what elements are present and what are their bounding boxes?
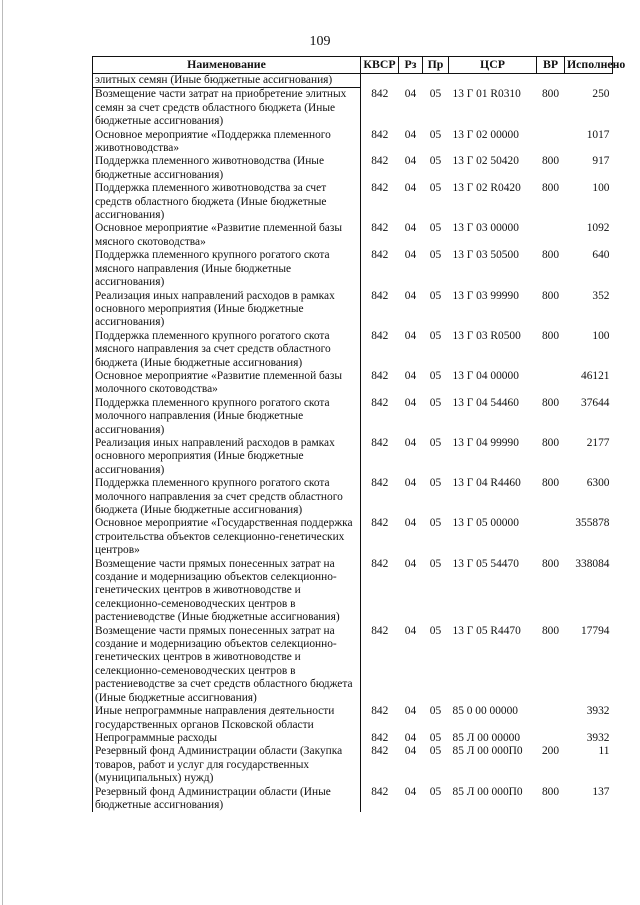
table-row [93,155,613,182]
row-name: Реализация иных направлений расходов в рамках основного мероприятия (Иные бюджетные ассигнования) [93,437,361,477]
table-row [93,477,613,517]
table-row [93,437,613,477]
row-kvsr: 842 [371,249,389,262]
row-csr: 13 Г 02 50420 [452,155,519,168]
row-executed: 6300 [586,477,610,490]
table-row [93,290,613,330]
row-kvsr: 842 [371,731,389,744]
row-pr: 05 [429,87,442,100]
row-name: Поддержка племенного животноводства за счет средств областного бюджета (Иные бюджетные ассигнования) [93,182,361,222]
row-csr: 13 Г 04 99990 [452,436,519,449]
row-csr: 13 Г 02 R0420 [452,182,521,195]
row-pr: 05 [429,329,442,342]
row-executed: 250 [592,87,610,100]
row-name: Поддержка племенного крупного рогатого скота мясного направления (Иные бюджетные ассигнования) [93,249,361,289]
row-vr: 800 [541,289,560,302]
header-csr: ЦСР [449,57,537,74]
row-vr: 800 [541,155,560,168]
row-vr [537,732,565,745]
table-row [93,705,613,732]
row-kvsr: 842 [371,436,389,449]
row-csr: 13 Г 01 R0310 [452,87,521,100]
row-executed: 100 [592,182,610,195]
row-pr: 05 [429,436,442,449]
row-vr [537,222,565,249]
row-vr: 800 [541,329,560,342]
table-row [93,517,613,557]
row-vr: 800 [541,396,560,409]
row-executed: 11 [598,745,610,758]
row-csr: 13 Г 03 R0500 [452,329,521,342]
row-rz: 04 [404,785,417,798]
table-row [93,330,613,370]
table-row [93,249,613,289]
row-kvsr: 842 [371,329,389,342]
table-row-continuation [93,74,613,88]
row-csr: 13 Г 04 00000 [452,369,519,382]
row-kvsr: 842 [371,222,389,235]
row-csr: 85 Л 00 00000 [452,731,521,744]
row-executed: 1092 [586,222,610,235]
table-row [93,625,613,705]
row-csr: 85 Л 00 000П0 [452,745,523,758]
row-csr: 13 Г 02 00000 [452,128,519,141]
row-rz: 04 [404,396,417,409]
row-name: Иные непрограммные направления деятельности государственных органов Псковской области [93,705,361,732]
row-name: Основное мероприятие «Государственная поддержка строительства объектов селекционно-генетических центров» [93,517,361,557]
row-pr: 05 [429,731,442,744]
row-pr: 05 [429,249,442,262]
row-rz: 04 [404,369,417,382]
row-pr: 05 [429,396,442,409]
header-name: Наименование [93,57,361,74]
row-vr: 800 [541,436,560,449]
row-kvsr: 842 [371,517,389,530]
page-number: 109 [309,34,331,49]
row-executed: 46121 [581,369,610,382]
table-header [93,57,626,74]
table-row [93,786,613,813]
row-vr: 800 [541,557,560,570]
row-name: Возмещение части затрат на приобретение элитных семян за счет средств областного бюджета (Иные бюджетные ассигнования) [93,88,361,129]
row-csr: 13 Г 03 99990 [452,289,519,302]
row-kvsr: 842 [371,369,389,382]
row-name: Основное мероприятие «Развитие племенной базы мясного скотоводства» [93,222,361,249]
row-executed: 2177 [586,436,610,449]
row-name: Основное мероприятие «Развитие племенной базы молочного скотоводства» [93,370,361,397]
row-vr [537,705,565,732]
table-row [93,182,613,222]
row-csr: 85 Л 00 000П0 [452,785,523,798]
row-name: Возмещение части прямых понесенных затрат на создание и модернизацию объектов селекционно-генетических центров в животноводстве и селекционно-семеноводческих центров в растениеводстве за счет средств областного бюджета (Иные бюджетные ассигнования) [93,625,361,705]
row-pr: 05 [429,155,442,168]
row-name: Резервный фонд Администрации области (Закупка товаров, работ и услуг для государственных (муниципальных) нужд) [93,745,361,785]
row-pr: 05 [429,785,442,798]
row-vr: 800 [541,624,560,637]
row-executed: 3932 [586,731,610,744]
row-kvsr: 842 [371,705,389,718]
row-vr: 800 [541,477,560,490]
table-row [93,745,613,785]
table-row [93,370,613,397]
row-rz: 04 [404,624,417,637]
row-rz: 04 [404,436,417,449]
row-name: Непрограммные расходы [93,732,361,745]
row-pr: 05 [429,289,442,302]
row-csr: 13 Г 03 50500 [452,249,519,262]
row-executed: 640 [592,249,610,262]
row-name: Поддержка племенного крупного рогатого скота мясного направления за счет средств областного бюджета (Иные бюджетные ассигнования) [93,330,361,370]
row-kvsr: 842 [371,785,389,798]
table-row [93,397,613,437]
row-vr: 200 [541,745,560,758]
row-kvsr: 842 [371,87,389,100]
row-name: Поддержка племенного животноводства (Иные бюджетные ассигнования) [93,155,361,182]
row-rz: 04 [404,289,417,302]
table-row [93,88,613,129]
row-name: Резервный фонд Администрации области (Иные бюджетные ассигнования) [93,786,361,813]
header-rz: Рз [399,57,423,74]
row-kvsr: 842 [371,128,389,141]
row-rz: 04 [404,557,417,570]
header-executed: Исполнено [565,57,613,74]
row-pr: 05 [429,557,442,570]
row-executed: 100 [592,329,610,342]
header-pr: Пр [423,57,449,74]
row-executed: 338084 [575,557,610,570]
row-name: Поддержка племенного крупного рогатого скота молочного направления (Иные бюджетные ассигнования) [93,397,361,437]
row-kvsr: 842 [371,477,389,490]
row-vr [537,370,565,397]
row-vr: 800 [541,182,560,195]
budget-table [92,56,626,812]
table-row [93,732,613,745]
row-csr: 13 Г 04 R4460 [452,477,521,490]
row-rz: 04 [404,517,417,530]
row-rz: 04 [404,249,417,262]
header-vr: ВР [537,57,565,74]
row-kvsr: 842 [371,745,389,758]
row-name: Поддержка племенного крупного рогатого скота молочного направления за счет средств областного бюджета (Иные бюджетные ассигнования) [93,477,361,517]
row-vr: 800 [541,87,560,100]
row-csr: 13 Г 05 00000 [452,517,519,530]
row-rz: 04 [404,731,417,744]
row-rz: 04 [404,155,417,168]
row-rz: 04 [404,182,417,195]
row-csr: 85 0 00 00000 [452,705,518,718]
row-rz: 04 [404,477,417,490]
row-rz: 04 [404,745,417,758]
row-vr [537,517,565,557]
row-vr: 800 [541,785,560,798]
row-kvsr: 842 [371,557,389,570]
row-pr: 05 [429,222,442,235]
row-csr: 13 Г 03 00000 [452,222,519,235]
row-pr: 05 [429,517,442,530]
row-pr: 05 [429,624,442,637]
row-kvsr: 842 [371,289,389,302]
table-body [93,74,613,813]
row-kvsr: 842 [371,182,389,195]
row-pr: 05 [429,128,442,141]
row-pr: 05 [429,477,442,490]
row-pr: 05 [429,705,442,718]
header-kvsr: КВСР [361,57,399,74]
row-kvsr: 842 [371,396,389,409]
row-rz: 04 [404,87,417,100]
row-kvsr: 842 [371,624,389,637]
row-vr: 800 [541,249,560,262]
row-pr: 05 [429,745,442,758]
row-executed: 37644 [581,396,610,409]
row-executed: 352 [592,289,610,302]
row-executed: 917 [592,155,610,168]
row-executed: 137 [592,785,610,798]
row-csr: 13 Г 05 R4470 [452,624,521,637]
row-csr: 13 Г 04 54460 [452,396,519,409]
row-rz: 04 [404,705,417,718]
row-executed: 1017 [586,128,610,141]
row-executed: 17794 [581,624,610,637]
row-executed: 3932 [586,705,610,718]
table-row [93,558,613,625]
row-pr: 05 [429,182,442,195]
row-kvsr: 842 [371,155,389,168]
row-rz: 04 [404,329,417,342]
scan-edge [2,0,3,905]
row-executed: 355878 [575,517,610,530]
row-pr: 05 [429,369,442,382]
budget-table-wrapper [92,56,626,812]
row-rz: 04 [404,222,417,235]
row-csr: 13 Г 05 54470 [452,557,519,570]
table-row [93,222,613,249]
row-name: Основное мероприятие «Поддержка племенного животноводства» [93,129,361,156]
table-row [93,129,613,156]
row-name: Реализация иных направлений расходов в рамках основного мероприятия (Иные бюджетные ассигнования) [93,290,361,330]
row-name: элитных семян (Иные бюджетные ассигнования) [93,74,361,88]
row-vr [537,129,565,156]
row-name: Возмещение части прямых понесенных затрат на создание и модернизацию объектов селекционно-генетических центров в животноводстве и селекционно-семеноводческих центров в растениеводстве (Иные бюджетные ассигнования) [93,558,361,625]
row-rz: 04 [404,128,417,141]
